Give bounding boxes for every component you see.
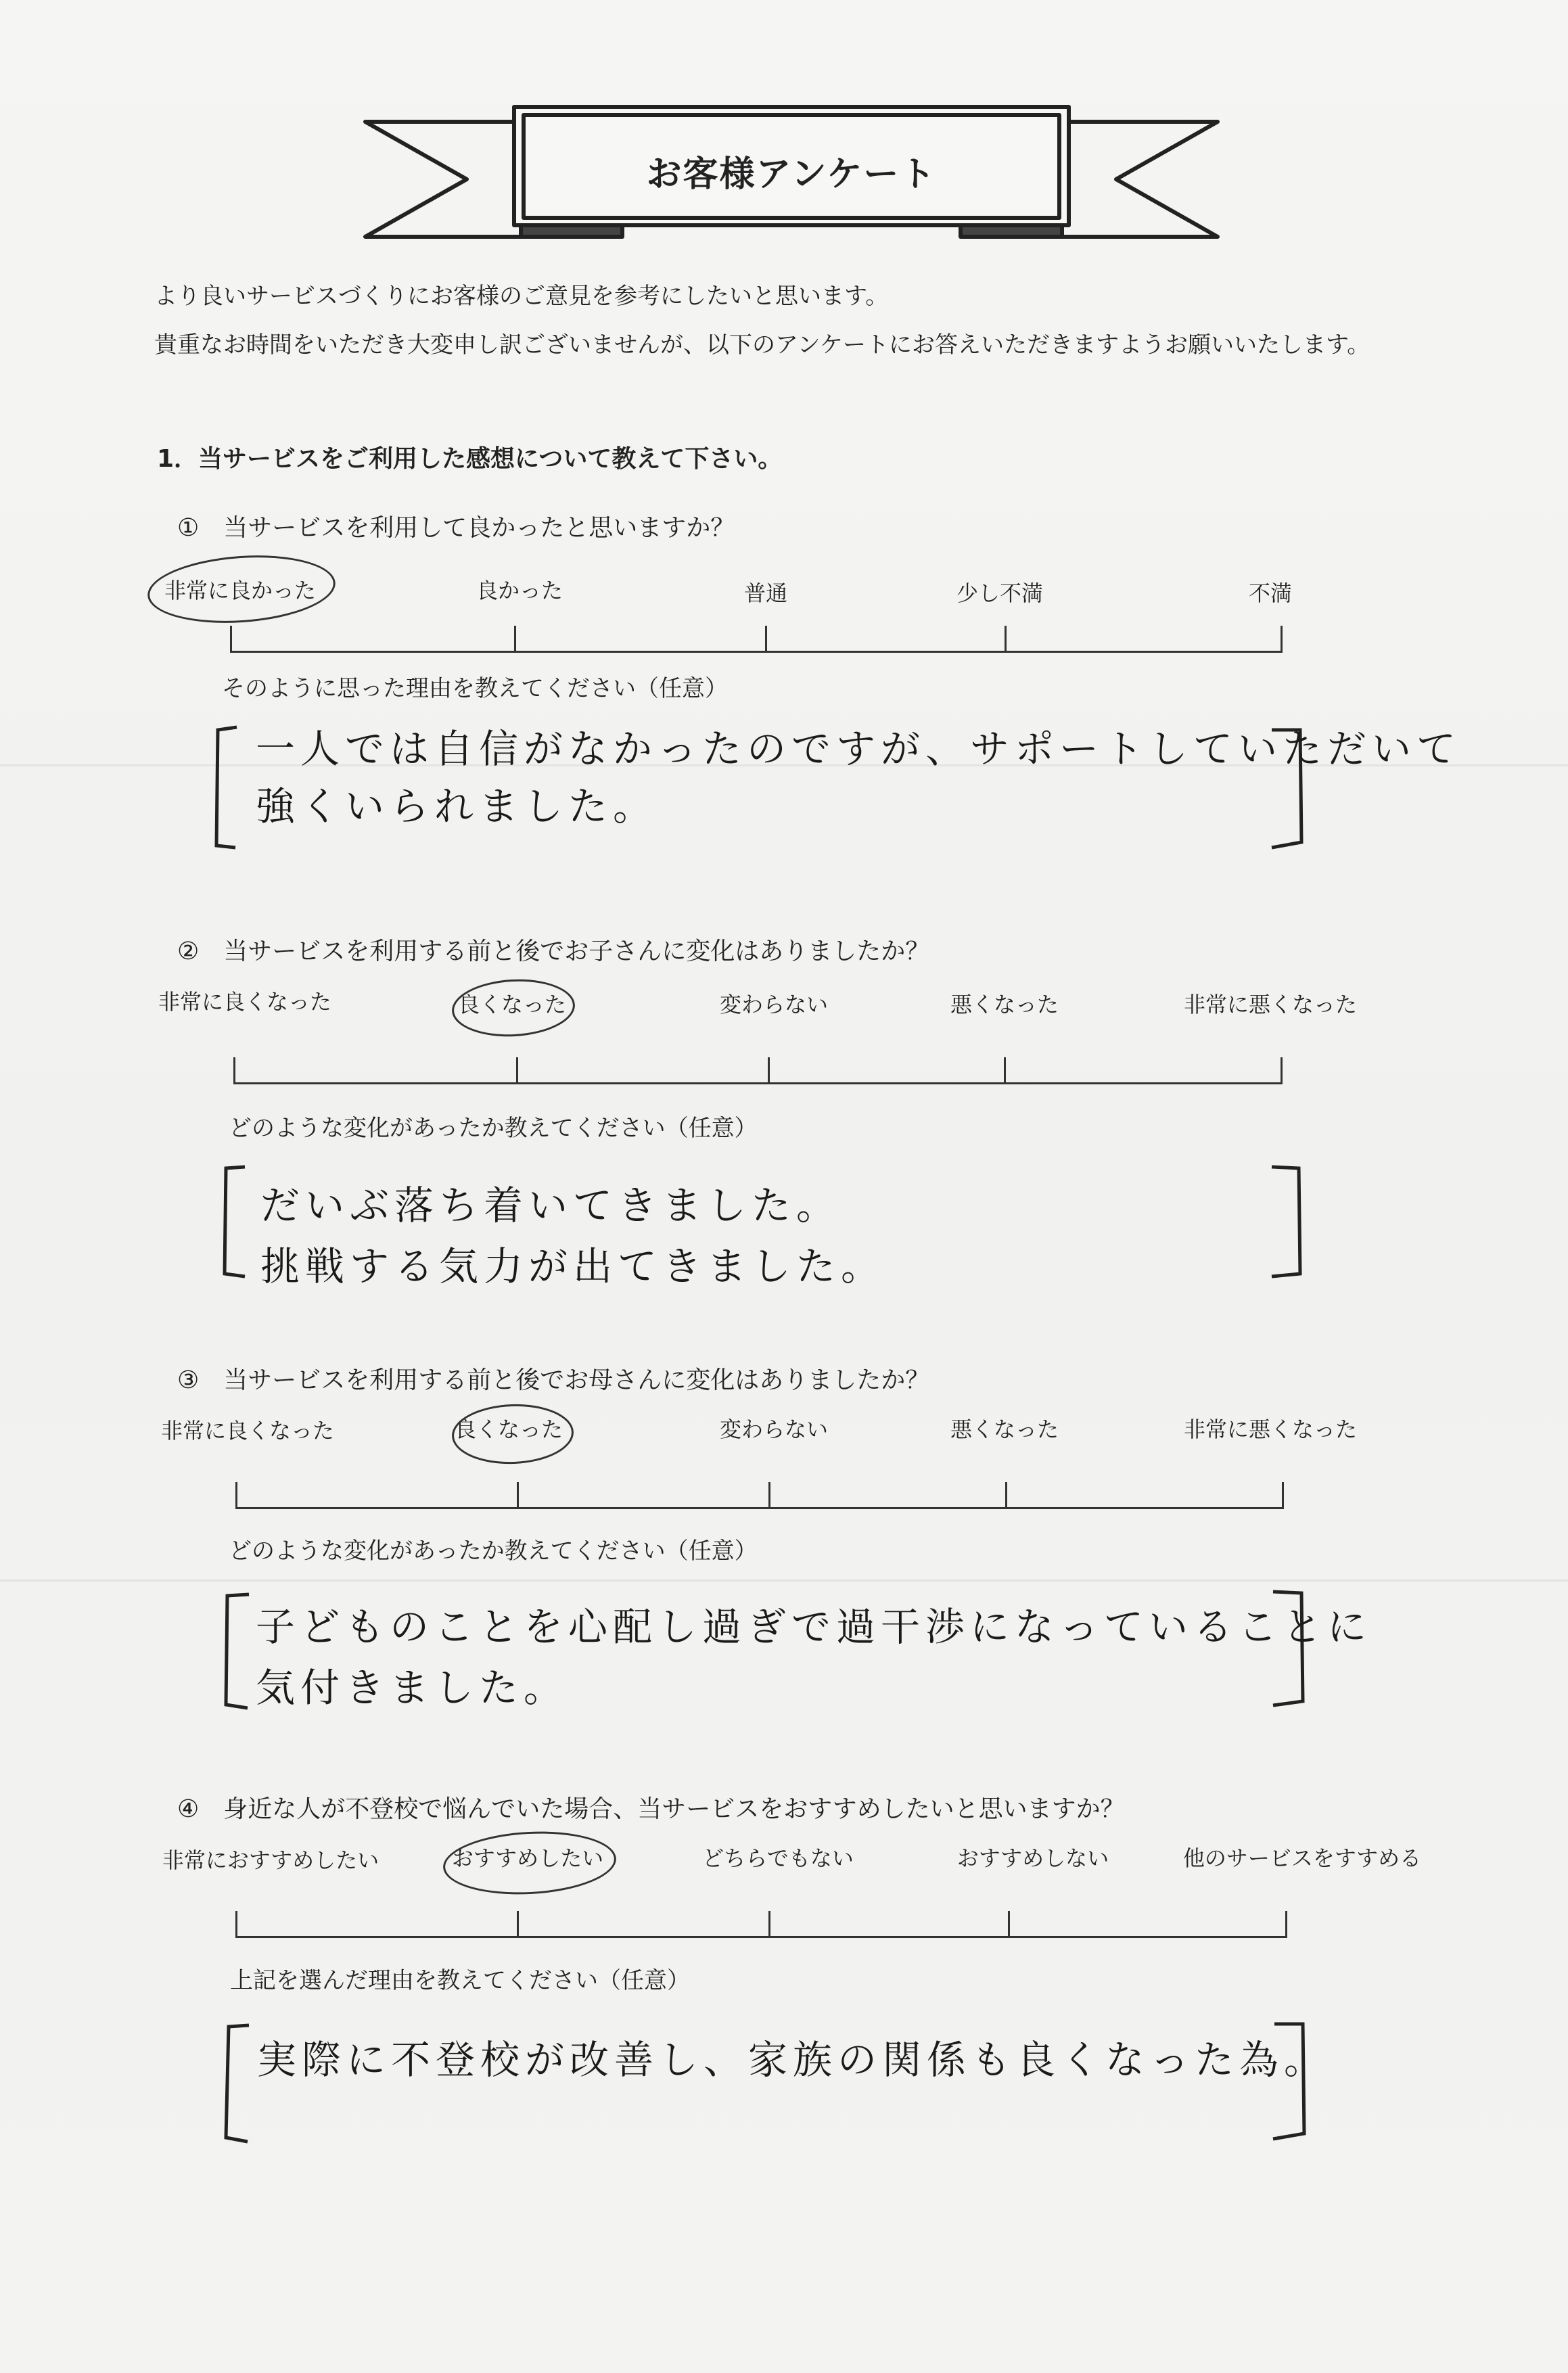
scale-tick [1004, 1057, 1006, 1084]
scale-tick [1005, 1482, 1007, 1509]
scale-tick [233, 1057, 235, 1084]
page-title: お客様アンケート [646, 154, 937, 195]
option-label: どちらでもない [702, 1845, 854, 1871]
question-text: ① 当サービスを利用して良かったと思いますか？ [177, 514, 735, 542]
rating-scale [230, 651, 1283, 653]
rating-scale [235, 1936, 1287, 1938]
reason-label: 上記を選んだ理由を教えてください（任意） [230, 1967, 690, 1994]
scale-tick [1008, 1911, 1010, 1938]
option-label: 非常に悪くなった [1183, 1416, 1358, 1442]
option-label: 良くなった [457, 992, 567, 1017]
option-label: 非常におすすめしたい [162, 1847, 379, 1873]
handwritten-answer: 子どものことを心配し過ぎで過干渉になっていることに [256, 1604, 1373, 1650]
title-banner [352, 95, 1231, 257]
scale-tick [768, 1057, 770, 1084]
option-label: 変わらない [719, 992, 829, 1017]
question-text: ④ 身近な人が不登校で悩んでいた場合、当サービスをおすすめしたいと思いますか？ [177, 1795, 1125, 1823]
scale-tick [768, 1482, 770, 1509]
option-label: おすすめしたい [451, 1845, 604, 1871]
question-text: ③ 当サービスを利用する前と後でお母さんに変化はありましたか？ [177, 1366, 930, 1394]
option-label: 悪くなった [950, 1416, 1059, 1442]
scale-tick [768, 1911, 770, 1938]
scale-tick [514, 626, 516, 653]
option-label: 良かった [476, 578, 563, 603]
scale-tick [1282, 1482, 1284, 1509]
fold-line [0, 1580, 1568, 1582]
reason-label: そのように思った理由を教えてください（任意） [222, 675, 728, 702]
scale-tick [235, 1911, 237, 1938]
handwritten-answer: 一人では自信がなかったのですが、サポートしていただいて [256, 726, 1462, 772]
scale-tick [230, 626, 232, 653]
rating-scale [235, 1507, 1284, 1509]
scale-tick [765, 626, 767, 653]
handwritten-answer: 気付きました。 [256, 1665, 569, 1711]
scale-tick [516, 1057, 518, 1084]
scale-tick [1281, 1057, 1283, 1084]
option-label: 非常に悪くなった [1183, 992, 1358, 1017]
reason-label: どのような変化があったか教えてください（任意） [229, 1115, 758, 1142]
option-label: 非常に良かった [164, 578, 317, 603]
scale-tick [517, 1911, 519, 1938]
option-label: おすすめしない [956, 1845, 1109, 1871]
option-label: 非常に良くなった [160, 1418, 335, 1444]
handwritten-answer: 強くいられました。 [256, 783, 658, 829]
option-label: 非常に良くなった [158, 989, 332, 1015]
option-label: 変わらない [719, 1416, 829, 1442]
section-title: 1．当サービスをご利用した感想について教えて下さい。 [157, 445, 783, 473]
scale-tick [1285, 1911, 1287, 1938]
scale-tick [235, 1482, 237, 1509]
question-text: ② 当サービスを利用する前と後でお子さんに変化はありましたか？ [177, 938, 930, 965]
scale-tick [1005, 626, 1007, 653]
scale-tick [517, 1482, 519, 1509]
handwritten-answer: 挑戦する気力が出てきました。 [260, 1243, 886, 1289]
option-label: 悪くなった [950, 992, 1059, 1017]
option-label: 不満 [1248, 580, 1293, 606]
option-label: 少し不満 [956, 580, 1044, 606]
option-label: 普通 [743, 580, 788, 606]
rating-scale [233, 1082, 1282, 1084]
handwritten-answer: 実際に不登校が改善し、家族の関係も良くなった為。 [257, 2037, 1329, 2083]
scale-tick [1281, 626, 1283, 653]
reason-label: どのような変化があったか教えてください（任意） [229, 1538, 758, 1565]
option-label: 良くなった [454, 1416, 563, 1442]
option-label: 他のサービスをすすめる [1182, 1845, 1422, 1871]
handwritten-answer: だいぶ落ち着いてきました。 [260, 1182, 841, 1228]
intro-line-1: より良いサービスづくりにお客様のご意見を参考にしたいと思います。 [154, 283, 889, 310]
intro-line-2: 貴重なお時間をいただき大変申し訳ございませんが、以下のアンケートにお答えいただきますようお願いいたします。 [154, 331, 1370, 359]
